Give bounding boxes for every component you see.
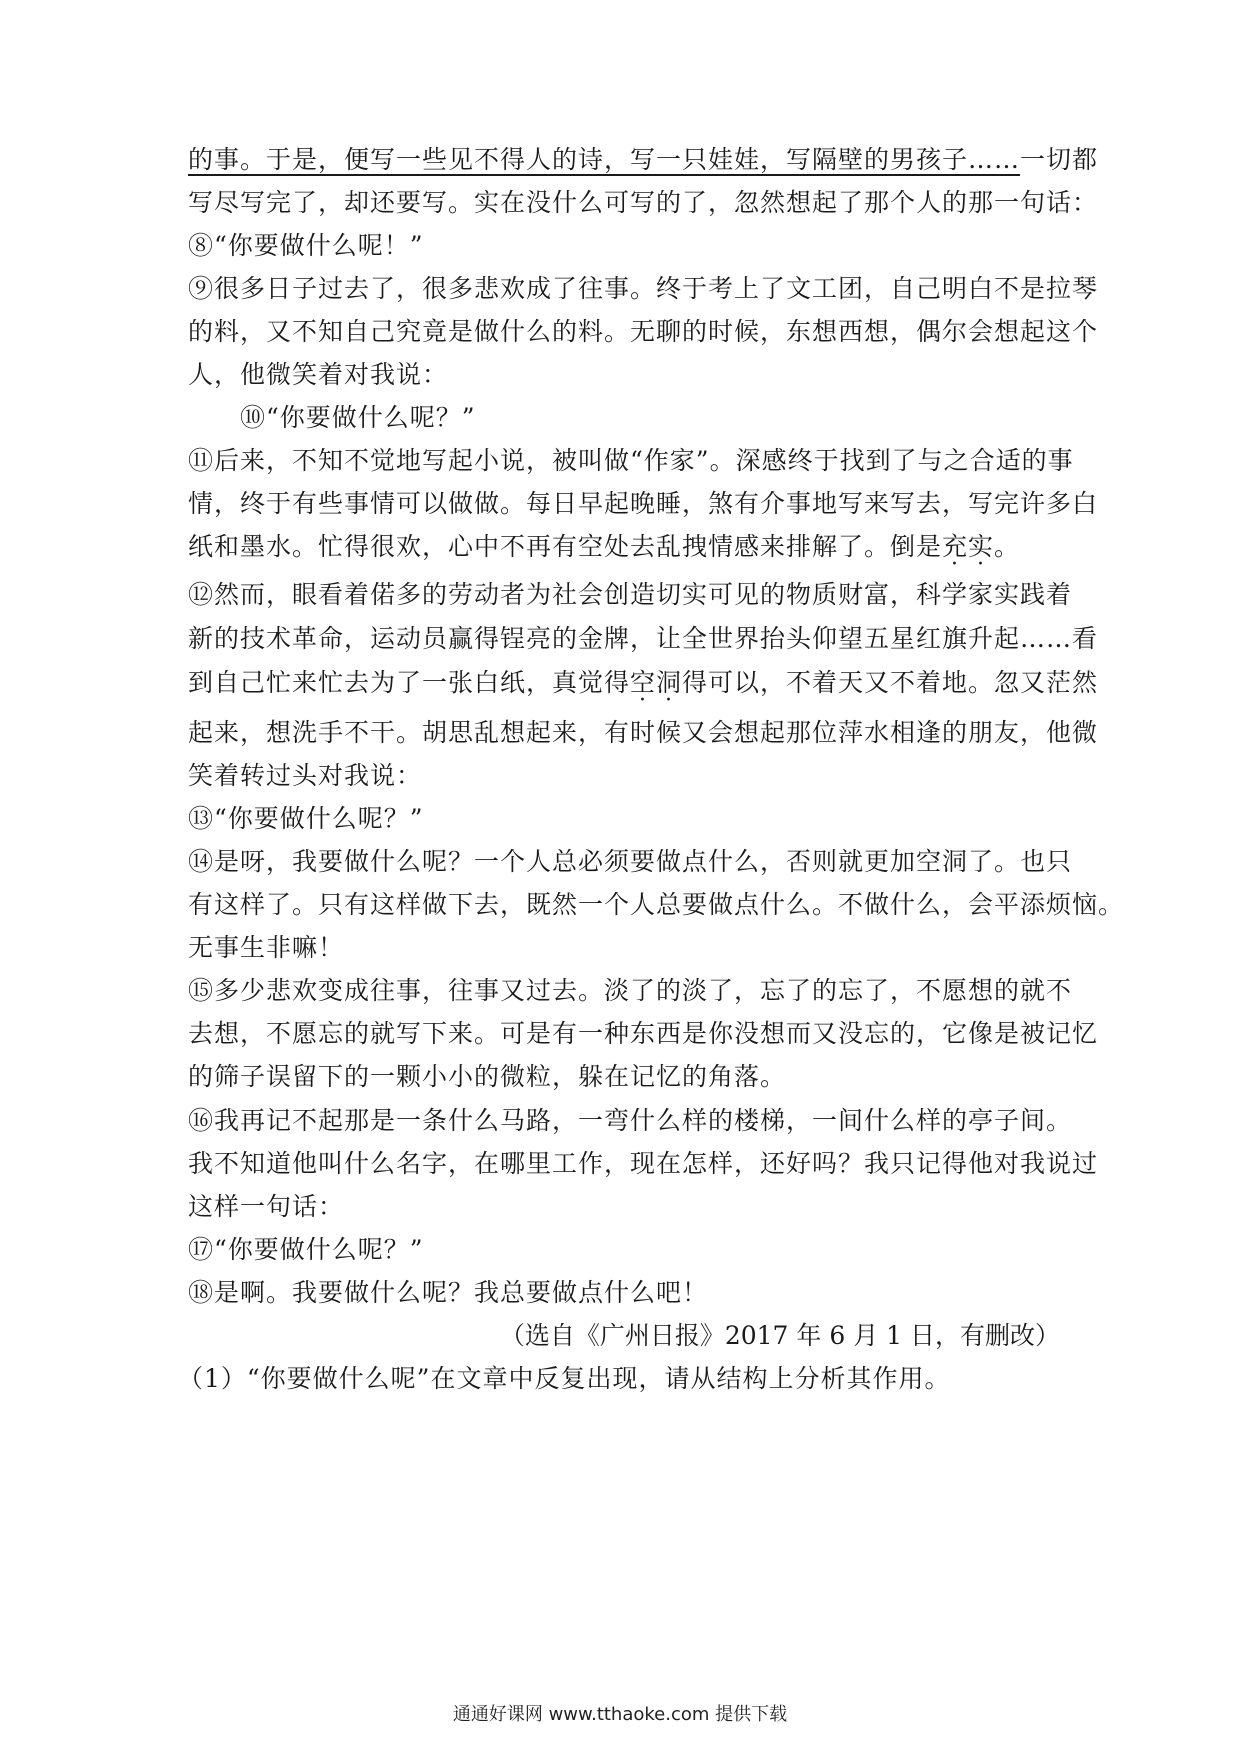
text-line: 人，他微笑着对我说： bbox=[188, 360, 449, 389]
source-citation: （选自《广州日报》2017 年 6 月 1 日，有删改） bbox=[499, 1321, 1060, 1350]
text-line bbox=[188, 666, 1099, 700]
text-line: 我不知道他叫什么名字，在哪里工作，现在怎样，还好吗？我只记得他对我说过 bbox=[188, 1149, 1099, 1178]
text-segment: 到自己忙来忙去为了一张白纸，真觉得 bbox=[188, 668, 631, 697]
text-segment: 一切都 bbox=[1020, 145, 1099, 174]
emphasis-char: 洞 bbox=[656, 668, 683, 697]
text-line: ⑩“你要做什么呢？” bbox=[240, 403, 476, 432]
text-line: ⑨很多日子过去了，很多悲欢成了往事。终于考上了文工团，自己明白不是拉琴 bbox=[188, 274, 1099, 303]
text-line: ⑫然而，眼看着偌多的劳动者为社会创造切实可见的物质财富，科学家实践着 bbox=[188, 580, 1073, 609]
text-line: 情，终于有些事情可以做做。每日早起晚睡，煞有介事地写来写去，写完许多白 bbox=[188, 489, 1099, 518]
text-line: 的筛子误留下的一颗小小的微粒，躲在记忆的角落。 bbox=[188, 1062, 787, 1091]
text-line: ⑭是呀，我要做什么呢？一个人总必须要做点什么，否则就更加空洞了。也只 bbox=[188, 847, 1073, 876]
text-line: 笑着转过头对我说： bbox=[188, 761, 423, 790]
text-line: 去想，不愿忘的就写下来。可是有一种东西是你没想而又没忘的，它像是被记忆 bbox=[188, 1019, 1099, 1048]
text-line bbox=[188, 143, 1099, 177]
question-text: （1）“你要做什么呢”在文章中反复出现，请从结构上分析其作用。 bbox=[178, 1364, 951, 1393]
text-line: ⑯我再记不起那是一条什么马路，一弯什么样的楼梯，一间什么样的亭子间。 bbox=[188, 1106, 1073, 1135]
text-line: ⑬“你要做什么呢？” bbox=[188, 804, 424, 833]
text-line: ⑱是啊。我要做什么呢？我总要做点什么吧！ bbox=[188, 1278, 709, 1307]
footer-text: 通通好课网 www.tthaoke.com 提供下载 bbox=[452, 1704, 788, 1725]
text-segment: 纸和墨水。忙得很欢，心中不再有空处去乱拽情感来排解了。倒是 bbox=[188, 532, 943, 561]
text-line: 这样一句话： bbox=[188, 1192, 345, 1221]
text-line: ⑮多少悲欢变成往事，往事又过去。淡了的淡了，忘了的忘了，不愿想的就不 bbox=[188, 976, 1073, 1005]
text-line: ⑧“你要做什么呢！” bbox=[188, 231, 424, 260]
underlined-text: 的事。于是，便写一些见不得人的诗，写一只娃娃，写隔壁的男孩子…… bbox=[188, 145, 1021, 174]
text-line: ⑰“你要做什么呢？” bbox=[188, 1235, 424, 1264]
text-line: 起来，想洗手不干。胡思乱想起来，有时候又会想起那位萍水相逢的朋友，他微 bbox=[188, 718, 1099, 747]
text-line bbox=[188, 530, 1068, 564]
text-line: 新的技术革命，运动员赢得锃亮的金牌，让全世界抬头仰望五星红旗升起……看 bbox=[188, 624, 1099, 653]
text-segment: 得可以，不着天又不着地。忽又茫然 bbox=[682, 668, 1099, 697]
emphasis-char: 实 bbox=[968, 532, 995, 561]
text-line: ⑪后来，不知不觉地写起小说，被叫做“作家”。深感终于找到了与之合适的事 bbox=[188, 446, 1074, 475]
emphasis-char: 空 bbox=[630, 668, 657, 697]
text-line: 写尽写完了，却还要写。实在没什么可写的了，忽然想起了那个人的那一句话： bbox=[188, 188, 1099, 217]
text-segment: 。 bbox=[994, 532, 1021, 561]
text-line: 的料，又不知自己究竟是做什么的料。无聊的时候，东想西想，偶尔会想起这个 bbox=[188, 317, 1099, 346]
emphasis-char: 充 bbox=[942, 532, 969, 561]
text-line: 无事生非嘛！ bbox=[188, 933, 345, 962]
text-line: 有这样了。只有这样做下去，既然一个人总要做点什么。不做什么，会平添烦恼。 bbox=[188, 890, 1125, 919]
